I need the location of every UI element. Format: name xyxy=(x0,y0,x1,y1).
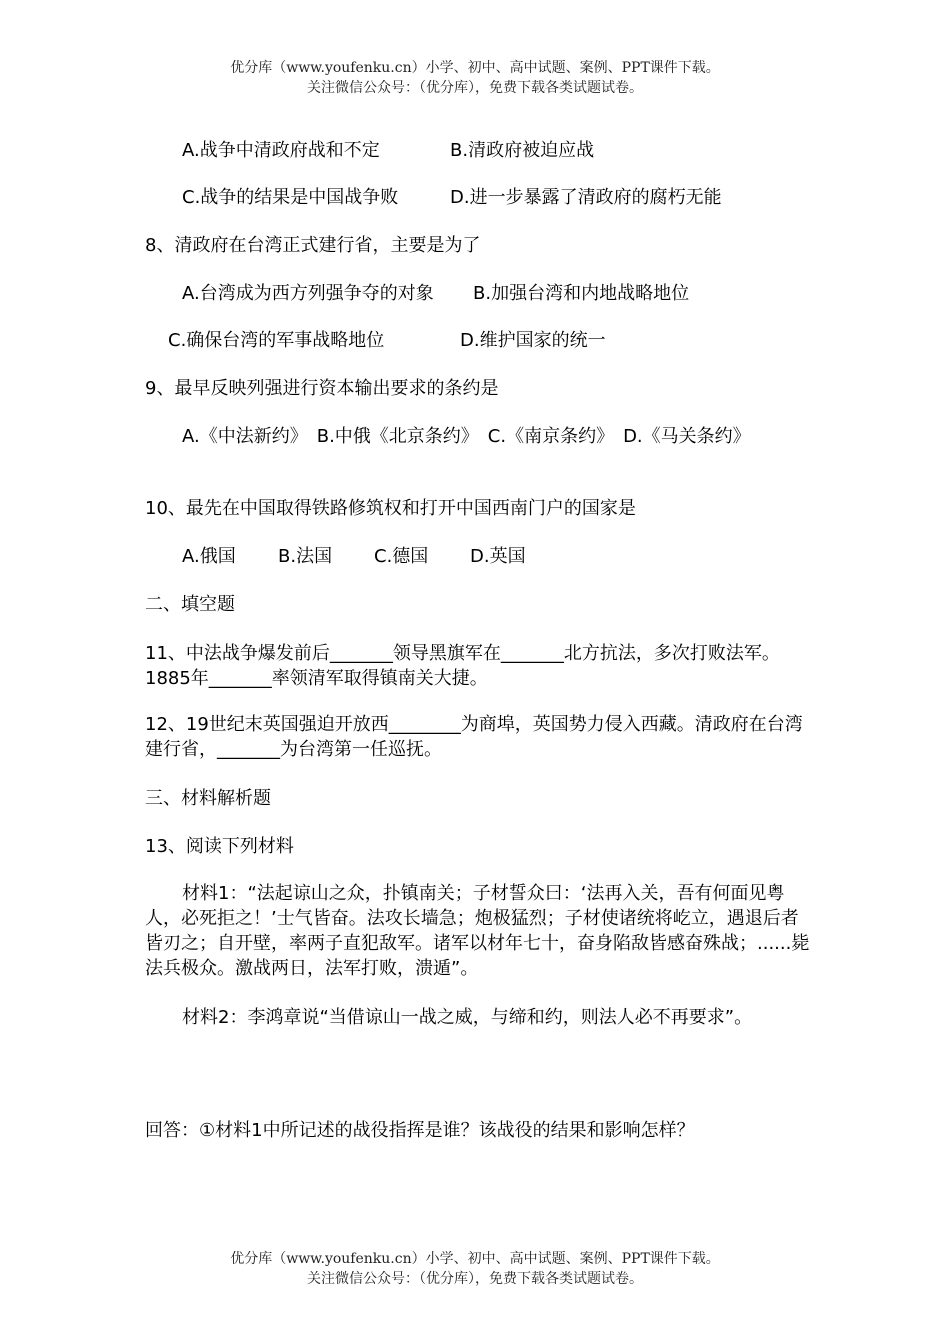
q13-material-2: 材料2：李鸿章说“当借谅山一战之威，与缔和约，则法人必不再要求”。 xyxy=(182,1007,753,1028)
footer-line-2: 关注微信公众号：（优分库），免费下载各类试题试卷。 xyxy=(307,1271,643,1287)
section-fill-in-heading: 二、填空题 xyxy=(145,594,235,615)
header-line-1: 优分库（www.youfenku.cn）小学、初中、高中试题、案例、PPT课件下载。 xyxy=(230,60,720,76)
q7-option-b: B.清政府被迫应战 xyxy=(450,140,595,161)
q9-stem: 9、最早反映列强进行资本输出要求的条约是 xyxy=(145,378,499,399)
q9-options: A.《中法新约》 B.中俄《北京条约》 C.《南京条约》 D.《马关条约》 xyxy=(182,426,751,447)
q13-question: 回答：①材料1中所记述的战役指挥是谁？该战役的结果和影响怎样？ xyxy=(145,1120,695,1141)
q12-text: 12、19世纪末英国强迫开放西________为商埠，英国势力侵入西藏。清政府在台湾建行省，_______为台湾第一任巡抚。 xyxy=(145,714,803,760)
q8-option-c: C.确保台湾的军事战略地位 xyxy=(168,330,385,351)
q10-option-b: B.法国 xyxy=(278,546,333,567)
q10-option-a: A.俄国 xyxy=(182,546,236,567)
q10-options-row xyxy=(182,544,526,570)
footer-line-1: 优分库（www.youfenku.cn）小学、初中、高中试题、案例、PPT课件下载。 xyxy=(230,1251,720,1267)
q10-option-d: D.英国 xyxy=(470,546,526,567)
q7-option-d: D.进一步暴露了清政府的腐朽无能 xyxy=(450,187,722,208)
q8-option-a: A.台湾成为西方列强争夺的对象 xyxy=(182,283,434,304)
q13-material-1: 材料1：“法起谅山之众，扑镇南关；子材誓众曰：‘法再入关，吾有何面见粤人，必死拒之！’士气皆奋。法攻长墙急；炮极猛烈；子材使诸统将屹立，遇退后者皆刃之；自开壁，率两子直犯敌军。诸军以材年七十，奋身陷敌皆感奋殊战；......毙法兵极众。激战两日，法军打败，溃遁”。 xyxy=(145,883,810,979)
q8-option-b: B.加强台湾和内地战略地位 xyxy=(473,283,690,304)
q7-option-a: A.战争中清政府战和不定 xyxy=(182,140,380,161)
q10-option-c: C.德国 xyxy=(374,546,429,567)
q10-stem: 10、最先在中国取得铁路修筑权和打开中国西南门户的国家是 xyxy=(145,498,636,519)
q7-options-row-2 xyxy=(182,185,722,211)
section-material-heading: 三、材料解析题 xyxy=(145,788,271,809)
q8-options-row-2 xyxy=(168,328,606,354)
page-header xyxy=(0,58,950,98)
q8-options-row-1 xyxy=(182,281,689,307)
q11-text: 11、中法战争爆发前后_______领导黑旗军在_______北方抗法，多次打败法军。1885年_______率领清军取得镇南关大捷。 xyxy=(145,643,780,689)
header-line-2: 关注微信公众号：（优分库），免费下载各类试题试卷。 xyxy=(307,80,643,96)
q8-option-d: D.维护国家的统一 xyxy=(460,330,606,351)
page-footer xyxy=(0,1249,950,1289)
q8-stem: 8、清政府在台湾正式建行省，主要是为了 xyxy=(145,235,481,256)
q7-options-row-1 xyxy=(182,138,594,164)
q7-option-c: C.战争的结果是中国战争败 xyxy=(182,187,399,208)
q13-stem: 13、阅读下列材料 xyxy=(145,836,294,857)
